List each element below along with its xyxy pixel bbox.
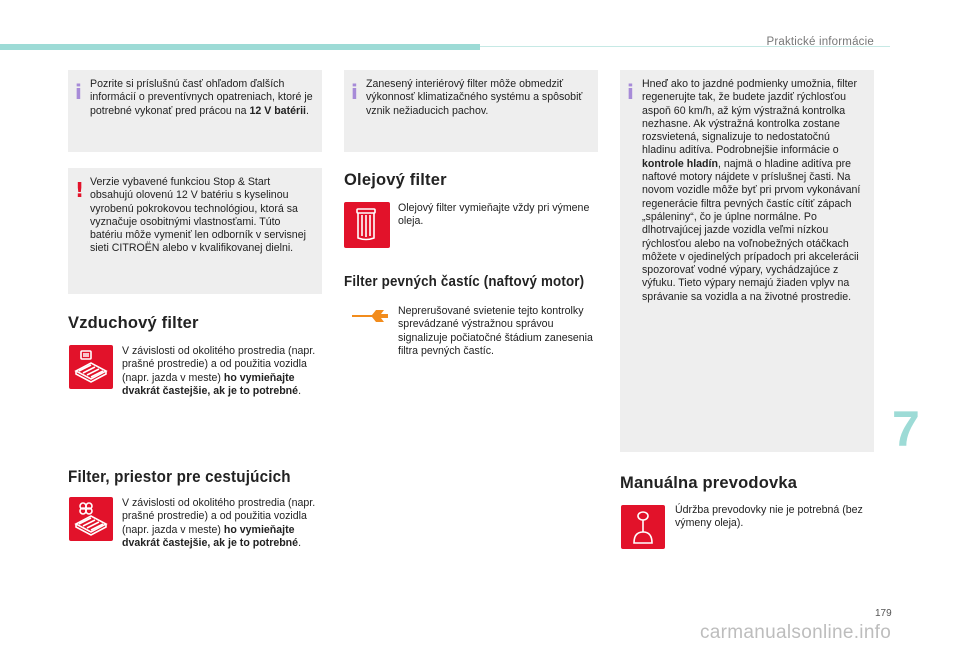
air-filter-text: V závislosti od okolitého prostredia (napr. prašné prostredie) a od použitia vozidla (napr. jazda v meste) ho vymieňajte dvakrát častejšie, ak je to potrebné. [122,345,316,397]
info-box-battery [68,70,322,152]
cabin-filter-text: V závislosti od okolitého prostredia (napr. prašné prostredie) a od použitia vozidla (napr. jazda v meste) ho vymieňajte dvakrát častejšie, ak je to potrebné. [122,497,316,549]
warning-box-battery [68,168,322,294]
heading-gearbox: Manuálna prevodovka [620,474,798,492]
wrench-icon [350,306,390,326]
gear-shift-icon [621,505,665,549]
heading-air-filter: Vzduchový filter [68,314,199,332]
oil-filter-text: Olejový filter vymieňajte vždy pri výmene oleja. [398,202,590,228]
particle-filter-text: Neprerušované svietenie tejto kontrolky sprevádzané výstražnou správou signalizuje počiatočné štádium zanesenia filtra pevných častíc. [398,305,593,357]
watermark: carmanualsonline.info [700,622,892,643]
chapter-number: 7 [892,401,920,457]
info-icon: i [75,80,82,104]
page-number: 179 [875,608,892,619]
heading-cabin-filter: Filter, priestor pre cestujúcich [68,468,291,486]
air-filter-icon [69,345,113,389]
info-icon: i [627,80,634,104]
gearbox-text: Údržba prevodovky nie je potrebná (bez výmeny oleja). [675,504,863,530]
heading-oil-filter: Olejový filter [344,171,447,189]
exclamation-icon: ! [75,178,85,202]
info-box-cabin-filter [344,70,598,152]
info-icon: i [351,80,358,104]
info-text: Hneď ako to jazdné podmienky umožnia, filter regenerujte tak, že budete jazdiť rýchlosťou aspoň 60 km/h, až kým výstražná kontrolka nezhasne. Ak výstražná kontrolka zostane rozsvietená, signalizuje to nedostatočnú hladinu aditíva. Podrobnejšie informácie o kontrole hladín, najmä o hladine aditíva pre naftové motory nájdete v príslušnej časti. Na novom vozidle môže byť pri prvom vykonávaní regenerácie filtra pevných častíc cítiť zápach „spáleniny“, čo je úplne normálne. Po dlhotrvajúcej jazde vozidla veľmi nízkou rýchlosťou alebo na voľnobežných otáčkach môžete v ojedinelých prípadoch pri akcelerácii spozorovať vodné výpary, vychádzajúce z výfuku. Tieto výpary nemajú žiaden vplyv na správanie sa vozidla a na životné prostredie. [642,78,861,303]
section-title: Praktické informácie [766,36,874,48]
heading-particle-filter: Filter pevných častíc (naftový motor) [344,274,585,290]
oil-filter-icon [344,202,390,248]
info-text: Zanesený interiérový filter môže obmedziť výkonnosť klimatizačného systému a spôsobiť vznik nežiaducich pachov. [366,78,583,117]
cabin-filter-icon [69,497,113,541]
header-accent-bar [0,44,480,50]
info-text: Pozrite si príslušnú časť ohľadom ďalších informácií o preventívnych opatreniach, ktoré je potrebné vykonať pred prácou na 12 V batérii. [90,78,313,117]
warning-text: Verzie vybavené funkciou Stop & Start obsahujú olovenú 12 V batériu s kyselinou vyrobenú pokrokovou technológiou, ktorá sa vyznačuje osobitnými vlastnosťami. Túto batériu môže vymeniť len odborník v servisnej sieti CITROËN alebo v kvalifikovanej dielni. [90,176,306,255]
info-box-regeneration [620,70,874,452]
